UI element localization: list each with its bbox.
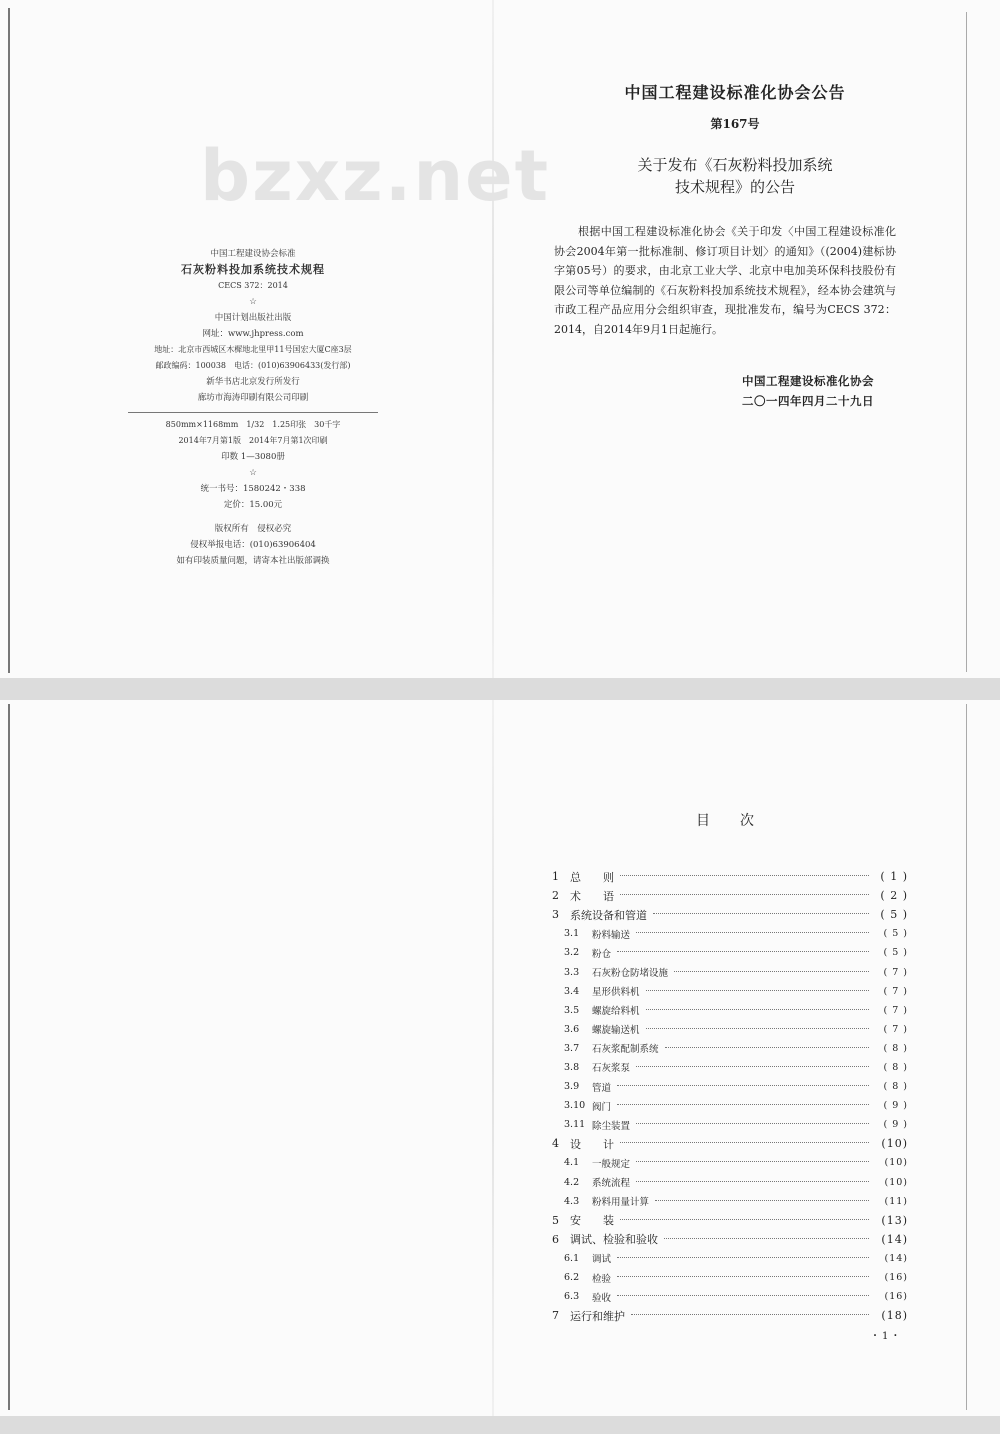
toc-entry xyxy=(552,1077,908,1096)
toc-leader-dots xyxy=(646,1008,869,1010)
colophon-line: 新华书店北京发行所发行 xyxy=(206,377,300,387)
toc-entry-label: 调试 xyxy=(592,1254,612,1266)
toc-leader-dots xyxy=(646,989,869,991)
toc-entry xyxy=(552,1039,908,1058)
toc-entry-number: 3.6 xyxy=(564,1023,580,1035)
toc-entry-number: 7 xyxy=(552,1309,559,1323)
toc-entry xyxy=(552,1211,908,1230)
watermark: bzxz.net xyxy=(200,135,551,217)
page-fold xyxy=(492,700,494,1416)
toc-entry-number: 3.7 xyxy=(564,1042,580,1054)
toc-entry-number: 3.3 xyxy=(564,966,580,978)
page-edge-right xyxy=(966,704,967,1410)
toc-entry-label: 检验 xyxy=(592,1273,612,1285)
toc-entry-number: 6 xyxy=(552,1232,559,1246)
toc-entry-label: 螺旋给料机 xyxy=(592,1006,640,1018)
announcement-body: 根据中国工程建设标准化协会《关于印发〈中国工程建设标准化协会2004年第一批标准制、修订项目计划〉的通知》（(2004)建标协字第05号）的要求，由北京工业大学、北京中电加美环保科技股份有限公司等单位编制的《石灰粉料投加系统技术规程》，经本协会建筑与市政工程产品应用分会组织审查，现批准发布，编号为CECS 372：2014，自2014年9月1日起施行。 xyxy=(554,225,896,336)
announcement-org: 中国工程建设标准化协会公告 xyxy=(624,83,846,102)
toc-entry-page: ( 5 ) xyxy=(883,947,908,959)
table-of-contents xyxy=(552,867,908,1325)
toc-leader-dots xyxy=(636,1122,869,1124)
toc-leader-dots xyxy=(617,950,869,952)
toc-entry-label: 术 语 xyxy=(570,889,614,903)
announcement-title: 关于发布《石灰粉料投加系统 技术规程》的公告 xyxy=(637,156,833,196)
toc-entry-label: 除尘装置 xyxy=(592,1120,631,1132)
colophon-line: 中国工程建设协会标准 xyxy=(210,249,296,259)
divider xyxy=(128,412,378,413)
toc-entry xyxy=(552,1192,908,1211)
toc-leader-dots xyxy=(620,893,869,895)
toc-leader-dots xyxy=(646,1027,869,1029)
colophon-line: 廊坊市海涛印刷有限公司印刷 xyxy=(197,393,309,403)
toc-entry xyxy=(552,1249,908,1268)
toc-entry-number: 2 xyxy=(552,889,559,903)
toc-entry xyxy=(552,1153,908,1172)
page-gap xyxy=(0,1416,1000,1434)
toc-entry-number: 3 xyxy=(552,908,559,922)
toc-entry-page: ( 5 ) xyxy=(880,908,908,922)
toc-entry-label: 管道 xyxy=(592,1082,612,1094)
colophon-line: CECS 372：2014 xyxy=(218,281,288,290)
toc-entry-number: 3.8 xyxy=(564,1061,580,1073)
toc-entry-number: 4.2 xyxy=(564,1176,580,1188)
toc-entry-label: 粉料用量计算 xyxy=(592,1197,650,1209)
colophon-line: 2014年7月第1版 2014年7月第1次印刷 xyxy=(178,436,328,445)
toc-entry-label: 设 计 xyxy=(570,1137,614,1151)
page-edge-left xyxy=(8,704,10,1410)
toc-entry-page: (10) xyxy=(884,1157,908,1169)
toc-entry-number: 3.2 xyxy=(564,947,580,959)
toc-leader-dots xyxy=(617,1103,869,1105)
toc-entry xyxy=(552,1268,908,1287)
toc-entry xyxy=(552,924,908,943)
spread-colophon-announcement xyxy=(0,0,1000,678)
colophon-line: 850mm×1168mm 1/32 1.25印张 30千字 xyxy=(165,420,341,429)
toc-entry-page: ( 9 ) xyxy=(883,1100,908,1112)
announcement-signature: 中国工程建设标准化协会 二〇一四年四月二十九日 xyxy=(742,374,874,408)
toc-entry-label: 一般规定 xyxy=(592,1158,631,1170)
toc-entry-page: (16) xyxy=(884,1291,908,1303)
toc-entry-number: 3.10 xyxy=(564,1100,586,1112)
toc-entry-page: ( 7 ) xyxy=(883,1004,908,1016)
toc-entry-number: 3.1 xyxy=(564,928,580,940)
toc-entry-page: ( 8 ) xyxy=(883,1081,908,1093)
toc-entry-label: 验收 xyxy=(592,1292,612,1304)
toc-entry-number: 5 xyxy=(552,1213,559,1227)
toc-leader-dots xyxy=(617,1275,869,1277)
toc-entry-label: 粉仓 xyxy=(592,948,612,960)
toc-entry-label: 螺旋输送机 xyxy=(592,1025,640,1037)
toc-entry-label: 运行和维护 xyxy=(570,1309,625,1323)
toc-entry-label: 系统流程 xyxy=(592,1178,631,1190)
page-edge-left xyxy=(8,8,10,673)
page-number: ・1・ xyxy=(870,1331,903,1342)
toc-entry-page: ( 7 ) xyxy=(883,985,908,997)
toc-leader-dots xyxy=(620,1141,869,1143)
colophon-book-title: 石灰粉料投加系统技术规程 xyxy=(181,263,325,276)
toc-entry-page: (18) xyxy=(881,1309,908,1323)
toc-entry xyxy=(552,886,908,905)
page-fold xyxy=(492,0,494,678)
toc-entry-page: ( 5 ) xyxy=(883,928,908,940)
toc-entry-page: (10) xyxy=(884,1176,908,1188)
toc-entry-page: ( 8 ) xyxy=(883,1061,908,1073)
toc-entry-label: 石灰粉仓防堵设施 xyxy=(592,968,669,980)
toc-entry-page: (11) xyxy=(884,1195,908,1207)
toc-leader-dots xyxy=(617,1084,869,1086)
toc-entry-number: 6.2 xyxy=(564,1272,580,1284)
announcement-number: 第167号 xyxy=(710,117,760,131)
toc-entry-page: ( 8 ) xyxy=(883,1042,908,1054)
toc-leader-dots xyxy=(636,1160,869,1162)
toc-entry-label: 粉料输送 xyxy=(592,929,631,941)
toc-entry xyxy=(552,1287,908,1306)
toc-entry xyxy=(552,943,908,962)
toc-leader-dots xyxy=(665,1046,869,1048)
toc-entry xyxy=(552,1096,908,1115)
toc-entry-page: (14) xyxy=(884,1252,908,1264)
toc-entry-page: ( 1 ) xyxy=(880,870,908,884)
toc-entry-label: 石灰浆泵 xyxy=(592,1063,631,1075)
toc-leader-dots xyxy=(636,1065,869,1067)
toc-entry-page: (16) xyxy=(884,1272,908,1284)
toc-entry xyxy=(552,1115,908,1134)
toc-entry-label: 系统设备和管道 xyxy=(570,908,647,922)
toc-entry-number: 4 xyxy=(552,1137,559,1151)
toc-entry xyxy=(552,1058,908,1077)
toc-entry-page: ( 9 ) xyxy=(883,1119,908,1131)
toc-entry-number: 3.5 xyxy=(564,1004,580,1016)
toc-entry-number: 3.9 xyxy=(564,1081,580,1093)
toc-leader-dots xyxy=(674,970,869,972)
toc-entry-label: 阀门 xyxy=(592,1101,612,1113)
toc-entry-number: 3.11 xyxy=(564,1119,586,1131)
colophon-line: 印数 1—3080册 xyxy=(221,452,285,462)
toc-leader-dots xyxy=(653,912,869,914)
toc-entry-page: (13) xyxy=(881,1213,908,1227)
toc-entry-number: 6.3 xyxy=(564,1291,580,1303)
star-icon: ☆ xyxy=(249,468,257,478)
colophon-line: 侵权举报电话：(010)63906404 xyxy=(190,540,316,550)
toc-entry-page: ( 2 ) xyxy=(880,889,908,903)
colophon-line: 邮政编码：100038 电话：(010)63906433(发行部) xyxy=(155,361,351,370)
toc-entry xyxy=(552,867,908,886)
colophon-price: 定价：15.00元 xyxy=(223,500,283,510)
toc-leader-dots xyxy=(620,1218,869,1220)
toc-entry-page: ( 7 ) xyxy=(883,966,908,978)
toc-entry xyxy=(552,1173,908,1192)
page-gap xyxy=(0,678,1000,700)
toc-entry xyxy=(552,1306,908,1325)
toc-entry-label: 石灰浆配制系统 xyxy=(592,1044,659,1056)
page-edge-right xyxy=(966,12,967,672)
toc-entry-page: ( 7 ) xyxy=(883,1023,908,1035)
toc-leader-dots xyxy=(636,1180,869,1182)
announcement xyxy=(540,80,930,411)
star-icon: ☆ xyxy=(249,297,257,307)
toc-leader-dots xyxy=(664,1237,869,1239)
toc-entry xyxy=(552,1230,908,1249)
toc-leader-dots xyxy=(655,1199,869,1201)
toc-entry-label: 安 装 xyxy=(570,1214,614,1228)
toc-leader-dots xyxy=(620,874,869,876)
toc-entry-number: 1 xyxy=(552,870,559,884)
toc-entry-number: 4.1 xyxy=(564,1157,580,1169)
colophon xyxy=(118,246,388,569)
toc-entry-number: 4.3 xyxy=(564,1195,580,1207)
colophon-line: 网址：www.jhpress.com xyxy=(202,329,304,339)
toc-leader-dots xyxy=(617,1256,869,1258)
toc-entry xyxy=(552,1020,908,1039)
toc-heading: 目次 xyxy=(696,813,784,829)
toc-entry-label: 总 则 xyxy=(570,870,614,884)
toc-entry-page: (14) xyxy=(881,1232,908,1246)
toc-entry xyxy=(552,1001,908,1020)
toc-entry-number: 3.4 xyxy=(564,985,580,997)
colophon-line: 中国计划出版社出版 xyxy=(214,313,292,323)
toc-entry xyxy=(552,1134,908,1153)
colophon-line: 统一书号：1580242・338 xyxy=(200,484,306,494)
toc-entry xyxy=(552,982,908,1001)
toc-entry-label: 调试、检验和验收 xyxy=(570,1233,658,1247)
toc-leader-dots xyxy=(636,931,869,933)
colophon-line: 地址：北京市西城区木樨地北里甲11号国宏大厦C座3层 xyxy=(154,345,352,354)
toc-entry xyxy=(552,905,908,924)
toc-entry xyxy=(552,962,908,981)
colophon-line: 版权所有 侵权必究 xyxy=(214,524,292,534)
toc-leader-dots xyxy=(617,1294,869,1296)
toc-entry-number: 6.1 xyxy=(564,1252,580,1264)
toc-entry-label: 星形供料机 xyxy=(592,987,640,999)
toc-entry-page: (10) xyxy=(881,1137,908,1151)
toc-leader-dots xyxy=(631,1313,869,1315)
colophon-line: 如有印装质量问题，请寄本社出版部调换 xyxy=(176,556,330,566)
